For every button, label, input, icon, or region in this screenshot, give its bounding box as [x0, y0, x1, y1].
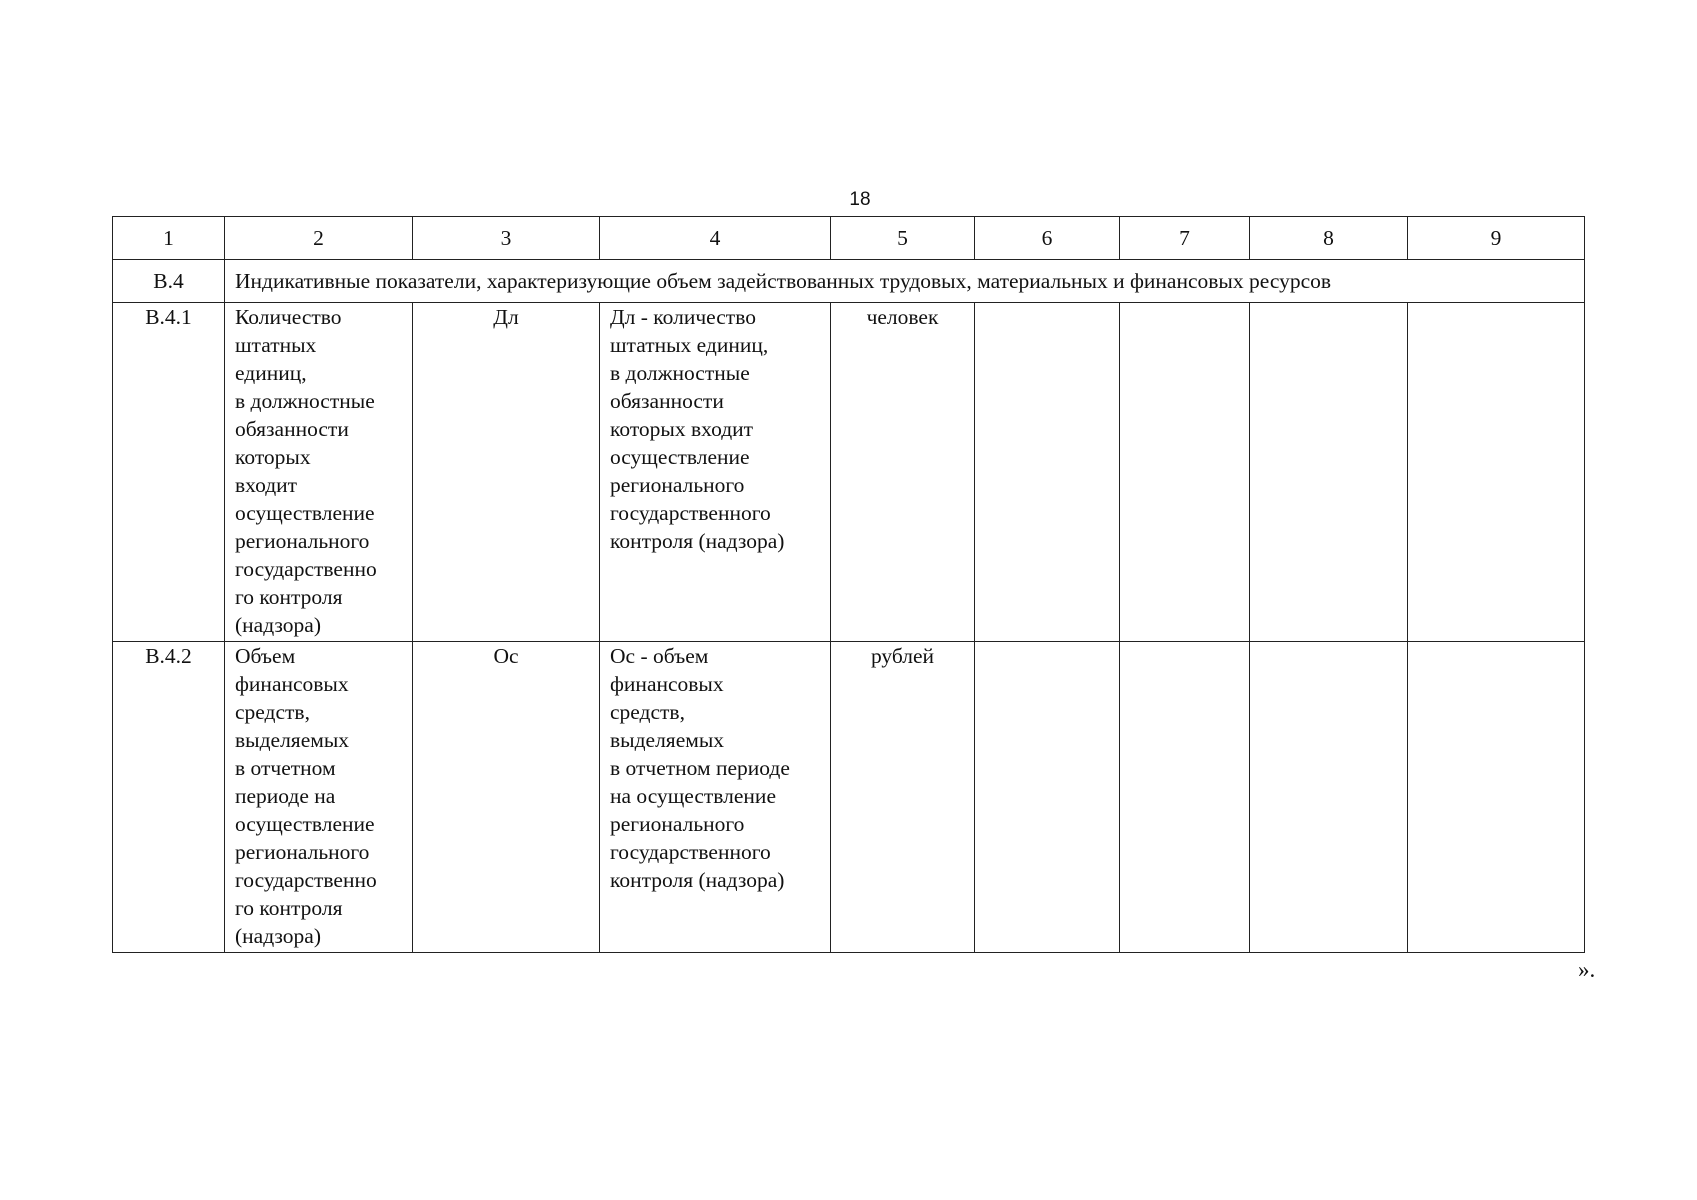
closing-quote: ».: [1578, 957, 1596, 982]
indicator-code: В.4.1: [113, 303, 225, 642]
column-number: 7: [1120, 217, 1250, 260]
indicator-name: [225, 303, 413, 642]
column-number-row: [113, 217, 1585, 260]
column-number: 9: [1408, 217, 1585, 260]
column-number: 4: [600, 217, 831, 260]
empty-cell: [1120, 642, 1250, 953]
indicator-symbol: Ос: [413, 642, 600, 953]
column-number: 8: [1250, 217, 1408, 260]
column-number: 2: [225, 217, 413, 260]
column-number: 6: [975, 217, 1120, 260]
column-number: 5: [831, 217, 975, 260]
section-code: В.4: [113, 260, 225, 303]
empty-cell: [1120, 303, 1250, 642]
section-title: Индикативные показатели, характеризующие объем задействованных трудовых, материальных и финансовых ресурсов: [225, 260, 1585, 303]
empty-cell: [1250, 303, 1408, 642]
indicator-formula: [600, 642, 831, 953]
empty-cell: [975, 303, 1120, 642]
table-row: [113, 303, 1585, 642]
page-number: 18: [849, 189, 871, 210]
indicator-code: В.4.2: [113, 642, 225, 953]
indicator-formula-text: Ос - объем финансовых средств, выделяемых в отчетном периоде на осуществление регионального государственного контроля (надзора): [610, 644, 790, 892]
indicator-name-text: Объем финансовых средств, выделяемых в отчетном периоде на осуществление регионального государственно го контроля (надзора): [235, 644, 377, 948]
indicator-symbol: Дл: [413, 303, 600, 642]
indicator-formula-text: Дл - количество штатных единиц, в должностные обязанности которых входит осуществление регионального государственного контроля (надзора): [610, 305, 785, 553]
indicator-unit: человек: [831, 303, 975, 642]
indicators-table: [112, 216, 1585, 953]
table-row: [113, 642, 1585, 953]
column-number: 3: [413, 217, 600, 260]
indicator-name: [225, 642, 413, 953]
empty-cell: [975, 642, 1120, 953]
empty-cell: [1250, 642, 1408, 953]
section-row: [113, 260, 1585, 303]
indicator-formula: [600, 303, 831, 642]
column-number: 1: [113, 217, 225, 260]
empty-cell: [1408, 642, 1585, 953]
indicator-unit: рублей: [831, 642, 975, 953]
indicator-name-text: Количество штатных единиц, в должностные обязанности которых входит осуществление регионального государственно го контроля (надзора): [235, 305, 377, 637]
empty-cell: [1408, 303, 1585, 642]
